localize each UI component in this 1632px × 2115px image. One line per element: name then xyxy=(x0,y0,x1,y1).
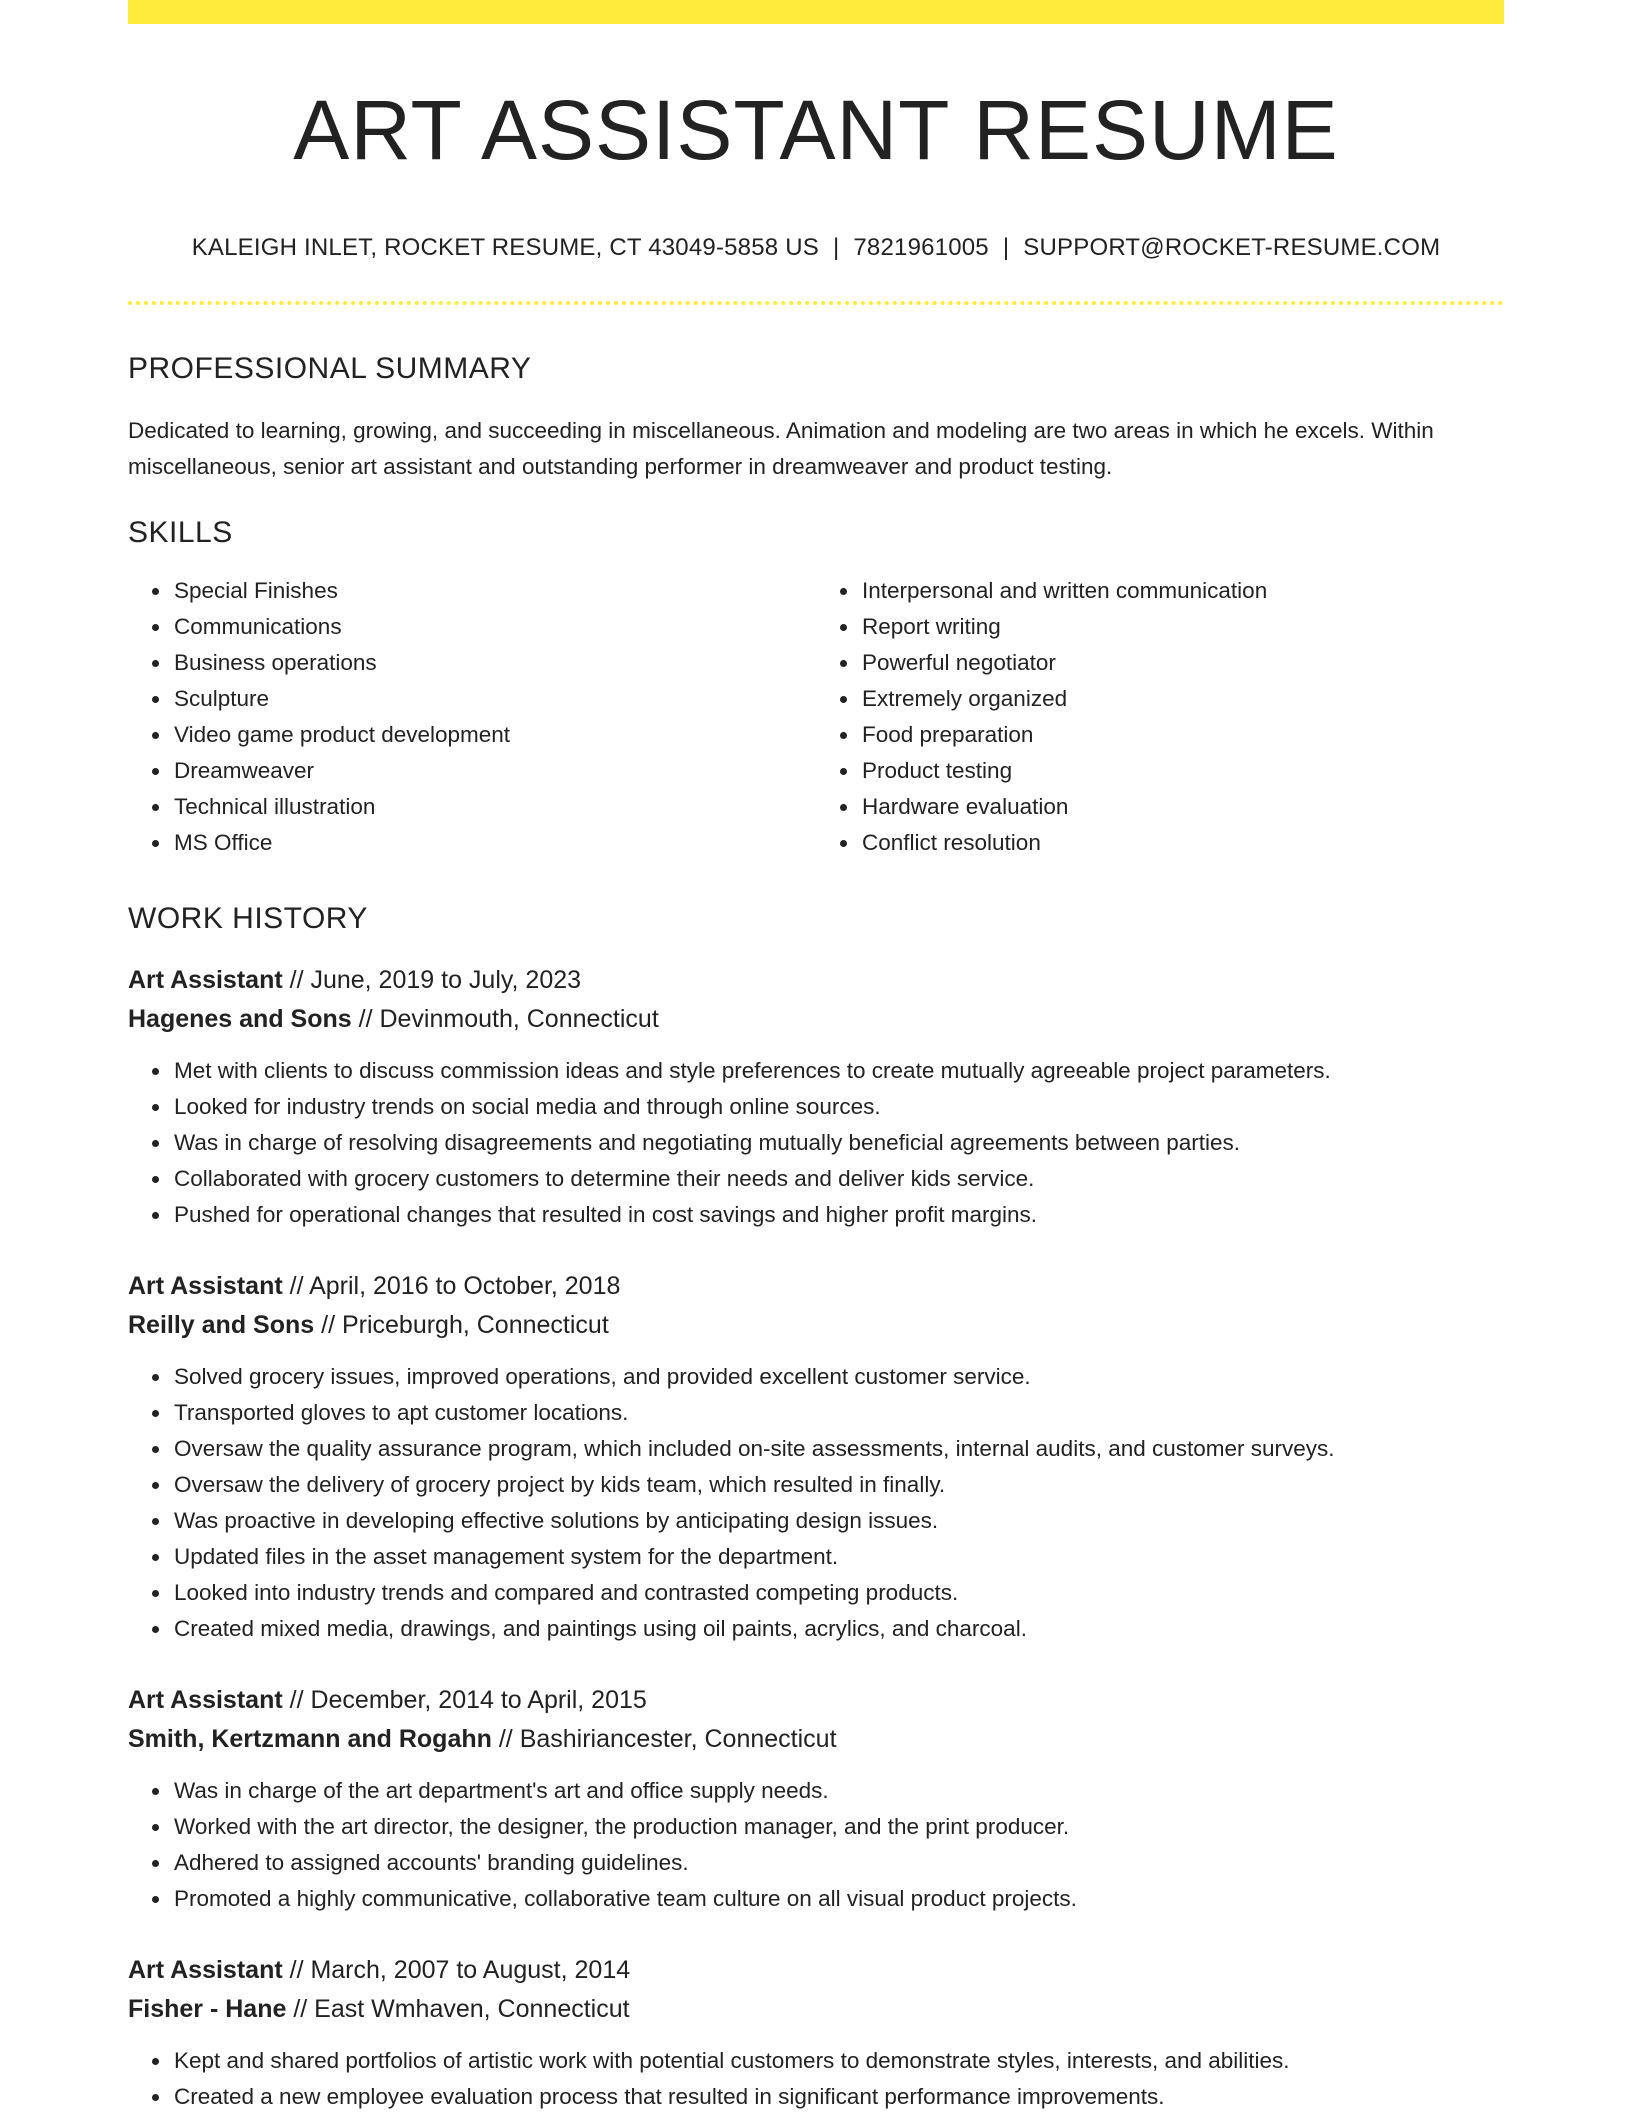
job-bullet: • Worked with the art director, the designer, the production manager, and the print producer. xyxy=(172,1809,1504,1845)
job-bullet: • Kept and shared portfolios of artistic work with potential customers to demonstrate styles, interests, and abilities. xyxy=(172,2043,1504,2079)
work-history-heading: WORK HISTORY xyxy=(128,902,368,936)
skill-item: • Extremely organized xyxy=(860,681,1504,717)
skill-item: • Interpersonal and written communication xyxy=(860,573,1504,609)
skills-list-left xyxy=(128,573,816,861)
skill-item: • Powerful negotiator xyxy=(860,645,1504,681)
job-title: Art Assistant xyxy=(128,1956,283,1985)
job-bullet: • Was in charge of resolving disagreements and negotiating mutually beneficial agreements between parties. xyxy=(172,1125,1504,1161)
job-bullet: • Created mixed media, drawings, and paintings using oil paints, acrylics, and charcoal. xyxy=(172,1611,1504,1647)
job-company: Smith, Kertzmann and Rogahn xyxy=(128,1725,492,1754)
skill-item: • Sculpture xyxy=(172,681,816,717)
skill-item: • Technical illustration xyxy=(172,789,816,825)
job-dates: // June, 2019 to July, 2023 xyxy=(282,966,582,995)
job-bullet: • Met with clients to discuss commission ideas and style preferences to create mutually agreeable project parameters. xyxy=(172,1053,1504,1089)
contact-email: SUPPORT@ROCKET-RESUME.COM xyxy=(1023,234,1441,262)
job-bullet-list xyxy=(128,1773,1504,1917)
job-bullet: • Was proactive in developing effective solutions by anticipating design issues. xyxy=(172,1503,1504,1539)
skills-columns xyxy=(128,573,1504,861)
skills-list-right xyxy=(816,573,1504,861)
job-dates: // April, 2016 to October, 2018 xyxy=(282,1272,621,1301)
contact-separator: | xyxy=(1002,234,1010,262)
skill-item: • MS Office xyxy=(172,825,816,861)
job-company-line xyxy=(128,1990,1504,2029)
job-bullet: • Adhered to assigned accounts' branding guidelines. xyxy=(172,1845,1504,1881)
job-bullet: • Oversaw the quality assurance program, which included on-site assessments, internal audits, and customer surveys. xyxy=(172,1431,1504,1467)
job-location: // Priceburgh, Connecticut xyxy=(314,1311,609,1340)
job-bullet-list xyxy=(128,2043,1504,2115)
skill-item: • Conflict resolution xyxy=(860,825,1504,861)
skill-item: • Report writing xyxy=(860,609,1504,645)
job-bullet: • Looked into industry trends and compared and contrasted competing products. xyxy=(172,1575,1504,1611)
summary-heading: PROFESSIONAL SUMMARY xyxy=(128,352,532,386)
skills-heading: SKILLS xyxy=(128,516,233,550)
job-entry xyxy=(128,1267,1504,1647)
skill-item: • Hardware evaluation xyxy=(860,789,1504,825)
skill-item: • Special Finishes xyxy=(172,573,816,609)
job-company-line xyxy=(128,1720,1504,1759)
job-entry xyxy=(128,961,1504,1233)
contact-phone: 7821961005 xyxy=(853,234,989,262)
job-entry xyxy=(128,1681,1504,1917)
job-location: // Devinmouth, Connecticut xyxy=(351,1005,659,1034)
work-history-list xyxy=(128,961,1504,2115)
contact-line xyxy=(128,234,1504,263)
job-title-line xyxy=(128,961,1504,1000)
skill-item: • Dreamweaver xyxy=(172,753,816,789)
dotted-divider xyxy=(128,301,1504,305)
skill-item: • Product testing xyxy=(860,753,1504,789)
job-bullet-list xyxy=(128,1359,1504,1647)
skill-item: • Communications xyxy=(172,609,816,645)
job-bullet: • Promoted a highly communicative, collaborative team culture on all visual product projects. xyxy=(172,1881,1504,1917)
job-location: // East Wmhaven, Connecticut xyxy=(286,1995,630,2024)
skill-item: • Business operations xyxy=(172,645,816,681)
skill-item: • Food preparation xyxy=(860,717,1504,753)
job-company: Reilly and Sons xyxy=(128,1311,315,1340)
job-bullet: • Solved grocery issues, improved operations, and provided excellent customer service. xyxy=(172,1359,1504,1395)
job-bullet: • Oversaw the delivery of grocery project by kids team, which resulted in finally. xyxy=(172,1467,1504,1503)
contact-separator: | xyxy=(832,234,840,262)
job-bullet: • Pushed for operational changes that resulted in cost savings and higher profit margins. xyxy=(172,1197,1504,1233)
job-dates: // March, 2007 to August, 2014 xyxy=(282,1956,631,1985)
job-bullet: • Created a new employee evaluation process that resulted in significant performance improvements. xyxy=(172,2079,1504,2115)
job-bullet: • Looked for industry trends on social media and through online sources. xyxy=(172,1089,1504,1125)
resume-title: ART ASSISTANT RESUME xyxy=(293,83,1339,177)
contact-address: KALEIGH INLET, ROCKET RESUME, CT 43049-5858 US xyxy=(191,234,819,262)
job-bullet: • Updated files in the asset management system for the department. xyxy=(172,1539,1504,1575)
job-title: Art Assistant xyxy=(128,1686,283,1715)
job-company-line xyxy=(128,1000,1504,1039)
job-company-line xyxy=(128,1306,1504,1345)
job-title: Art Assistant xyxy=(128,966,283,995)
job-location: // Bashiriancester, Connecticut xyxy=(491,1725,837,1754)
job-title-line xyxy=(128,1681,1504,1720)
job-bullet-list xyxy=(128,1053,1504,1233)
skill-item: • Video game product development xyxy=(172,717,816,753)
job-title-line xyxy=(128,1267,1504,1306)
top-accent-bar xyxy=(128,0,1504,24)
resume-page xyxy=(128,0,1504,2115)
job-title: Art Assistant xyxy=(128,1272,283,1301)
job-bullet: • Transported gloves to apt customer locations. xyxy=(172,1395,1504,1431)
job-company: Fisher - Hane xyxy=(128,1995,287,2024)
job-dates: // December, 2014 to April, 2015 xyxy=(282,1686,647,1715)
job-company: Hagenes and Sons xyxy=(128,1005,352,1034)
job-title-line xyxy=(128,1951,1504,1990)
summary-text: Dedicated to learning, growing, and succeeding in miscellaneous. Animation and modeling are two areas in which he excels. Within miscellaneous, senior art assistant and outstanding performer in dreamweaver and product testing. xyxy=(128,418,1434,480)
job-bullet: • Collaborated with grocery customers to determine their needs and deliver kids service. xyxy=(172,1161,1504,1197)
job-bullet: • Was in charge of the art department's art and office supply needs. xyxy=(172,1773,1504,1809)
job-entry xyxy=(128,1951,1504,2115)
